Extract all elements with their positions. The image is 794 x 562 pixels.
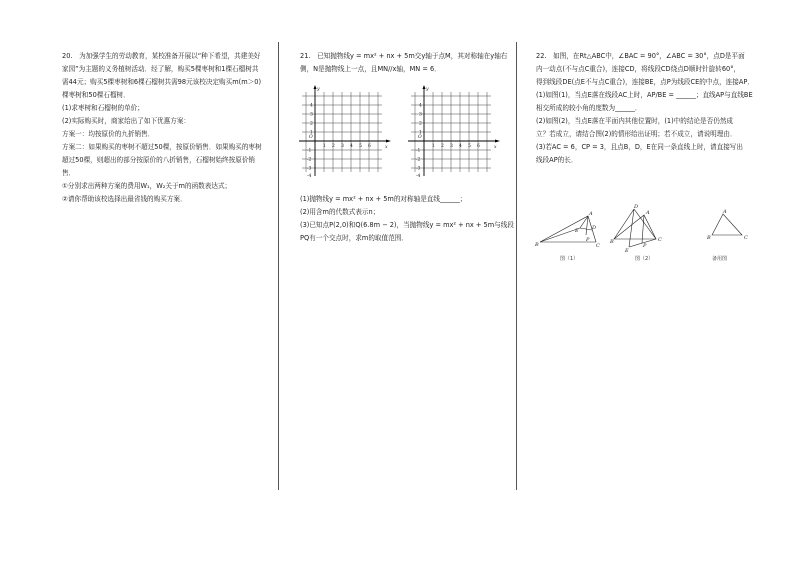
grid2-y-tick: -2 [416, 157, 421, 163]
spare-label-a: A [723, 209, 727, 215]
grid1-origin: O [309, 135, 313, 140]
grid2-y-tick: -3 [416, 166, 421, 172]
fig1-label-p: P [586, 237, 590, 243]
q22-line: 22. 如图，在Rt△ABC中，∠BAC = 90°，∠ABC = 30°，点D是平面 [536, 52, 745, 60]
coordinate-grid-2 [403, 84, 503, 180]
fig2-label-c: C [658, 237, 662, 243]
grid1-x-tick: 3 [341, 144, 344, 149]
grid1-x-label: x [385, 145, 388, 150]
fig1-label-e: E [575, 228, 579, 234]
fig2-label-d: D [634, 204, 639, 210]
question-20 [62, 50, 262, 206]
q20-line: 20. 为加强学生的劳动教育，某校准备开展以“种下希望，共建美好 [62, 52, 261, 60]
q20-line: 方案一：均按原价的九折销售． [62, 130, 155, 138]
q22-line: 线段AP的长． [536, 156, 578, 164]
figure-1 [534, 208, 608, 254]
fig2-label-a: A [646, 210, 650, 216]
fig1-label-c: C [596, 243, 600, 249]
grid2-x-tick: 3 [450, 144, 453, 149]
q22-line: (3)若AC = 6，CP = 3，且点B，D，E在同一条直线上时，请直接写出 [536, 143, 743, 151]
grid1-x-tick: 1 [323, 144, 326, 149]
q22-line: 相交所成的较小角的度数为______． [536, 104, 642, 112]
q20-line: ②请你帮助该校选择出最省钱的购买方案． [62, 195, 187, 203]
coordinate-grid-1 [294, 84, 394, 180]
q20-line: (2)实际购买时，商家给出了如下优惠方案： [62, 117, 191, 125]
q20-line: 棵枣树和50棵石榴树． [62, 91, 130, 99]
figure-spare-caption: 备用图 [712, 256, 728, 262]
grid2-y-tick: -1 [416, 148, 421, 154]
q21-line: (3)已知点P(2,0)和Q(6.8m − 2)，当抛物线y = mx² + nx + 5m与线段 [300, 221, 514, 229]
q20-line: (1)求枣树和石榴树的单价； [62, 104, 144, 112]
q22-line: (2)如图(2)，当点E落在平面内其他位置时，(1)中的结论是否仍然成 [536, 117, 734, 125]
grid2-y-tick: 1 [419, 130, 422, 136]
grid2-x-tick: 5 [468, 144, 471, 149]
fig1-label-a: A [589, 211, 593, 217]
grid2-x-tick: 6 [477, 144, 480, 149]
grid2-x-tick: 1 [432, 144, 435, 149]
fig2-label-e: E [625, 248, 629, 254]
fig1-label-b: B [535, 242, 539, 248]
grid1-x-tick: 4 [350, 144, 353, 149]
question-21-text-top [300, 50, 507, 76]
grid1-y-tick: -4 [307, 174, 312, 179]
grid1-y-tick: -2 [307, 157, 312, 163]
column-divider-left [278, 42, 279, 490]
q21-line: 21. 已知抛物线y = mx² + nx + 5m交y轴于点M，其对称轴在y轴右 [300, 52, 508, 60]
question-21-text-bottom [300, 193, 514, 245]
grid1-y-tick: -1 [307, 148, 312, 154]
q21-line: PQ有一个交点时，求m的取值范围． [300, 234, 408, 242]
column-divider-right [516, 42, 517, 490]
q21-line: (2)用含m的代数式表示n； [300, 208, 380, 216]
q22-line: 得到线段DE(点E不与点C重合)，连接BE，点P为线段CE的中点，连接AP． [536, 78, 754, 86]
q21-line: (1)抛物线y = mx² + nx + 5m的对称轴是直线______； [300, 195, 467, 203]
grid1-y-tick: 2 [310, 121, 313, 127]
grid1-y-tick: 4 [310, 103, 313, 109]
grid1-y-tick: -3 [307, 166, 312, 172]
q22-line: 立？若成立，请结合图(2)的情形给出证明；若不成立，请说明理由． [536, 130, 737, 138]
q20-line: 超过50棵，则超出的部分按原价的八折销售，石榴树始终按原价销 [62, 156, 256, 164]
spare-label-b: B [707, 235, 711, 241]
figure-spare [706, 209, 752, 243]
fig1-label-d: D [592, 225, 597, 231]
figure-2-caption: 图（2） [635, 256, 654, 262]
spare-label-c: C [744, 235, 748, 241]
fig2-label-b: B [610, 239, 614, 245]
q20-line: 需44元；购买5棵枣树和6棵石榴树共需98元该校决定购买m(m＞0) [62, 78, 262, 86]
q21-line: 侧，N是抛物线上一点，且MN//x轴，MN = 6． [300, 65, 441, 73]
grid2-y-tick: -4 [416, 174, 421, 179]
grid1-x-tick: 6 [368, 144, 371, 149]
q20-line: 售． [62, 169, 76, 177]
grid1-x-tick: 5 [359, 144, 362, 149]
q20-line: 方案二：如果购买的枣树不超过50棵，按原价销售．如果购买的枣树 [62, 143, 262, 151]
q20-line: ①分别求出两种方案的费用W₁，W₂关于m的函数表达式； [62, 182, 232, 190]
q22-line: (1)如图(1)，当点E落在线段AC上时，AP/BE = ______；直线AP与直线BE [536, 91, 753, 99]
figure-2 [610, 203, 672, 255]
fig2-label-p: P [643, 243, 647, 249]
grid2-x-label: x [494, 145, 497, 150]
grid2-x-tick: 2 [441, 144, 444, 149]
grid2-x-tick: 4 [459, 144, 462, 149]
grid1-y-label: y [317, 87, 320, 92]
grid2-y-tick: 2 [419, 121, 422, 127]
q22-line: 内一动点(不与点C重合)，连接CD，将线段CD绕点D顺时针旋转60°， [536, 65, 741, 73]
question-22 [536, 50, 754, 167]
grid1-y-tick: 1 [310, 130, 313, 136]
grid2-y-tick: 4 [419, 103, 422, 109]
q20-line: 家园”为主题的义务植树活动．经了解，购买5棵枣树和1棵石榴树共 [62, 65, 259, 73]
grid2-origin: O [418, 135, 422, 140]
grid2-y-tick: 3 [419, 112, 422, 118]
grid2-y-label: y [426, 87, 429, 92]
grid1-x-tick: 2 [332, 144, 335, 149]
figure-1-caption: 图（1） [560, 256, 579, 262]
grid1-y-tick: 3 [310, 112, 313, 118]
